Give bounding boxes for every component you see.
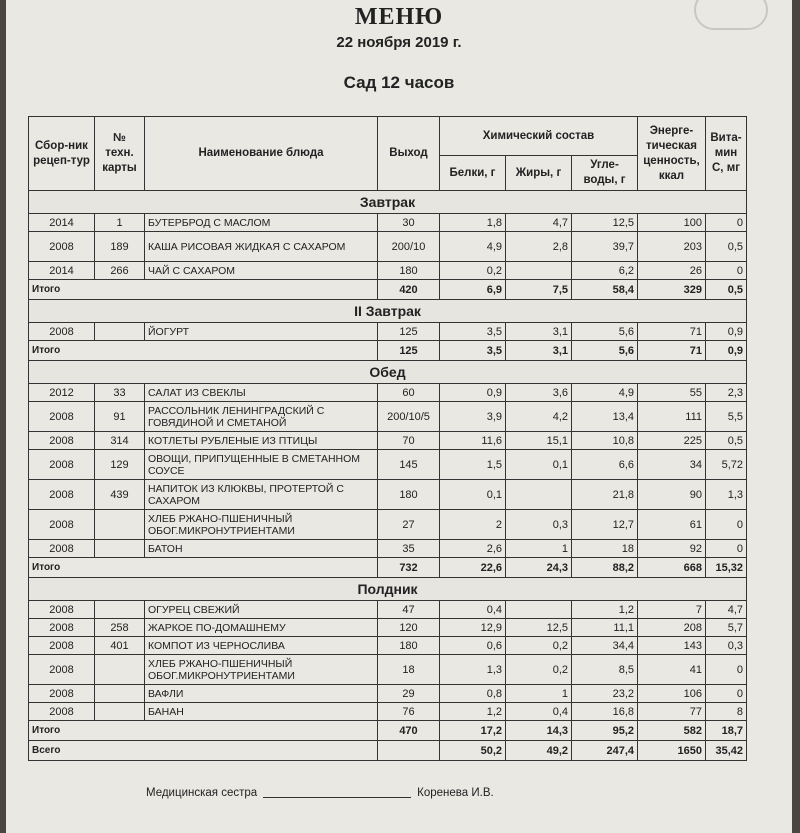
grand-total-vitamin: 35,42 — [706, 741, 747, 761]
cell-name: НАПИТОК ИЗ КЛЮКВЫ, ПРОТЕРТОЙ С САХАРОМ — [145, 480, 378, 510]
cell-yield: 70 — [378, 432, 440, 450]
header-chem: Химический состав — [440, 117, 638, 156]
table-row — [29, 402, 747, 432]
cell-fat: 0,2 — [506, 637, 572, 655]
cell-carbs: 23,2 — [572, 685, 638, 703]
cell-card: 1 — [95, 214, 145, 232]
cell-card — [95, 540, 145, 558]
grand-total-fat: 49,2 — [506, 741, 572, 761]
cell-carbs: 12,7 — [572, 510, 638, 540]
cell-yield: 27 — [378, 510, 440, 540]
cell-energy: 41 — [638, 655, 706, 685]
grand-total-protein: 50,2 — [440, 741, 506, 761]
total-label: Итого — [29, 721, 378, 741]
cell-vitamin: 0 — [706, 540, 747, 558]
cell-fat: 0,3 — [506, 510, 572, 540]
cell-yield: 180 — [378, 480, 440, 510]
cell-carbs: 39,7 — [572, 232, 638, 262]
total-yield: 420 — [378, 280, 440, 300]
cell-collection: 2008 — [29, 637, 95, 655]
cell-energy: 34 — [638, 450, 706, 480]
table-row — [29, 510, 747, 540]
cell-fat: 15,1 — [506, 432, 572, 450]
cell-name: ЙОГУРТ — [145, 323, 378, 341]
total-energy: 71 — [638, 341, 706, 361]
cell-name: КОМПОТ ИЗ ЧЕРНОСЛИВА — [145, 637, 378, 655]
cell-fat — [506, 601, 572, 619]
cell-fat: 0,2 — [506, 655, 572, 685]
table-row — [29, 214, 747, 232]
cell-energy: 143 — [638, 637, 706, 655]
cell-name: ВАФЛИ — [145, 685, 378, 703]
table-row — [29, 262, 747, 280]
total-vitamin: 0,5 — [706, 280, 747, 300]
cell-card: 401 — [95, 637, 145, 655]
cell-card: 189 — [95, 232, 145, 262]
cell-energy: 225 — [638, 432, 706, 450]
cell-carbs: 5,6 — [572, 323, 638, 341]
section-row — [29, 191, 747, 214]
cell-fat: 1 — [506, 685, 572, 703]
cell-energy: 7 — [638, 601, 706, 619]
total-vitamin: 18,7 — [706, 721, 747, 741]
section-row — [29, 300, 747, 323]
cell-collection: 2008 — [29, 540, 95, 558]
header-name: Наименование блюда — [145, 117, 378, 191]
cell-name: ЧАЙ С САХАРОМ — [145, 262, 378, 280]
table-row — [29, 619, 747, 637]
cell-collection: 2008 — [29, 703, 95, 721]
cell-card — [95, 685, 145, 703]
cell-vitamin: 0,5 — [706, 232, 747, 262]
total-vitamin: 0,9 — [706, 341, 747, 361]
total-protein: 22,6 — [440, 558, 506, 578]
cell-yield: 180 — [378, 637, 440, 655]
grand-total-row — [29, 741, 747, 761]
cell-fat: 0,1 — [506, 450, 572, 480]
cell-vitamin: 0 — [706, 262, 747, 280]
table-row — [29, 384, 747, 402]
cell-vitamin: 4,7 — [706, 601, 747, 619]
cell-protein: 11,6 — [440, 432, 506, 450]
cell-energy: 111 — [638, 402, 706, 432]
cell-name: ХЛЕБ РЖАНО-ПШЕНИЧНЫЙ ОБОГ.МИКРОНУТРИЕНТАМИ — [145, 510, 378, 540]
cell-fat: 0,4 — [506, 703, 572, 721]
cell-card: 33 — [95, 384, 145, 402]
cell-energy: 26 — [638, 262, 706, 280]
cell-protein: 1,5 — [440, 450, 506, 480]
cell-energy: 90 — [638, 480, 706, 510]
section-row — [29, 361, 747, 384]
section-title: Обед — [29, 361, 747, 384]
cell-fat: 3,1 — [506, 323, 572, 341]
cell-vitamin: 1,3 — [706, 480, 747, 510]
header-carbs: Угле-воды, г — [572, 156, 638, 191]
header-fat: Жиры, г — [506, 156, 572, 191]
cell-energy: 92 — [638, 540, 706, 558]
table-row — [29, 637, 747, 655]
cell-vitamin: 0,9 — [706, 323, 747, 341]
cell-name: КОТЛЕТЫ РУБЛЕНЫЕ ИЗ ПТИЦЫ — [145, 432, 378, 450]
cell-energy: 100 — [638, 214, 706, 232]
cell-protein: 4,9 — [440, 232, 506, 262]
cell-carbs: 8,5 — [572, 655, 638, 685]
section-title: II Завтрак — [29, 300, 747, 323]
cell-carbs: 16,8 — [572, 703, 638, 721]
cell-carbs: 11,1 — [572, 619, 638, 637]
grand-total-label: Всего — [29, 741, 378, 761]
table-row — [29, 232, 747, 262]
cell-carbs: 12,5 — [572, 214, 638, 232]
cell-vitamin: 2,3 — [706, 384, 747, 402]
total-carbs: 88,2 — [572, 558, 638, 578]
cell-name: ХЛЕБ РЖАНО-ПШЕНИЧНЫЙ ОБОГ.МИКРОНУТРИЕНТАМИ — [145, 655, 378, 685]
cell-carbs: 6,6 — [572, 450, 638, 480]
total-fat: 7,5 — [506, 280, 572, 300]
total-carbs: 95,2 — [572, 721, 638, 741]
cell-carbs: 21,8 — [572, 480, 638, 510]
cell-yield: 76 — [378, 703, 440, 721]
cell-fat: 3,6 — [506, 384, 572, 402]
total-protein: 17,2 — [440, 721, 506, 741]
cell-vitamin: 5,72 — [706, 450, 747, 480]
cell-yield: 35 — [378, 540, 440, 558]
cell-card: 129 — [95, 450, 145, 480]
total-row — [29, 721, 747, 741]
cell-vitamin: 0 — [706, 510, 747, 540]
cell-protein: 0,9 — [440, 384, 506, 402]
cell-name: ЖАРКОЕ ПО-ДОМАШНЕМУ — [145, 619, 378, 637]
cell-yield: 60 — [378, 384, 440, 402]
total-energy: 668 — [638, 558, 706, 578]
cell-protein: 1,8 — [440, 214, 506, 232]
total-row — [29, 280, 747, 300]
cell-vitamin: 5,5 — [706, 402, 747, 432]
cell-protein: 3,5 — [440, 323, 506, 341]
cell-collection: 2008 — [29, 402, 95, 432]
cell-protein: 0,6 — [440, 637, 506, 655]
section-title: Полдник — [29, 578, 747, 601]
cell-name: БАТОН — [145, 540, 378, 558]
cell-yield: 200/10/5 — [378, 402, 440, 432]
cell-energy: 77 — [638, 703, 706, 721]
cell-yield: 200/10 — [378, 232, 440, 262]
cell-fat — [506, 480, 572, 510]
cell-vitamin: 0,3 — [706, 637, 747, 655]
menu-body — [29, 191, 747, 761]
cell-carbs: 1,2 — [572, 601, 638, 619]
grand-total-carbs: 247,4 — [572, 741, 638, 761]
cell-name: ОВОЩИ, ПРИПУЩЕННЫЕ В СМЕТАННОМ СОУСЕ — [145, 450, 378, 480]
cell-yield: 30 — [378, 214, 440, 232]
total-carbs: 58,4 — [572, 280, 638, 300]
total-yield: 470 — [378, 721, 440, 741]
menu-table — [28, 116, 747, 761]
cell-collection: 2008 — [29, 601, 95, 619]
cell-card — [95, 510, 145, 540]
total-row — [29, 341, 747, 361]
cell-card — [95, 703, 145, 721]
section-title: Завтрак — [29, 191, 747, 214]
table-row — [29, 540, 747, 558]
cell-vitamin: 5,7 — [706, 619, 747, 637]
cell-name: РАССОЛЬНИК ЛЕНИНГРАДСКИЙ С ГОВЯДИНОЙ И СМЕТАНОЙ — [145, 402, 378, 432]
cell-carbs: 18 — [572, 540, 638, 558]
total-carbs: 5,6 — [572, 341, 638, 361]
cell-energy: 106 — [638, 685, 706, 703]
table-row — [29, 703, 747, 721]
cell-protein: 1,2 — [440, 703, 506, 721]
total-fat: 24,3 — [506, 558, 572, 578]
cell-yield: 180 — [378, 262, 440, 280]
cell-protein: 2,6 — [440, 540, 506, 558]
group-name: Сад 12 часов — [343, 73, 455, 92]
cell-name: ОГУРЕЦ СВЕЖИЙ — [145, 601, 378, 619]
cell-vitamin: 0 — [706, 214, 747, 232]
cell-collection: 2008 — [29, 323, 95, 341]
header-energy: Энерге-тическая ценность, ккал — [638, 117, 706, 191]
cell-name: БУТЕРБРОД С МАСЛОМ — [145, 214, 378, 232]
cell-protein: 0,1 — [440, 480, 506, 510]
nurse-name: Коренева И.В. — [417, 787, 494, 799]
cell-card: 439 — [95, 480, 145, 510]
total-label: Итого — [29, 280, 378, 300]
cell-collection: 2012 — [29, 384, 95, 402]
cell-carbs: 13,4 — [572, 402, 638, 432]
cell-collection: 2008 — [29, 685, 95, 703]
cell-yield: 18 — [378, 655, 440, 685]
cell-carbs: 34,4 — [572, 637, 638, 655]
cell-energy: 55 — [638, 384, 706, 402]
cell-yield: 145 — [378, 450, 440, 480]
cell-card — [95, 601, 145, 619]
cell-fat — [506, 262, 572, 280]
signature-block — [146, 787, 494, 799]
cell-collection: 2008 — [29, 510, 95, 540]
cell-protein: 0,4 — [440, 601, 506, 619]
cell-yield: 29 — [378, 685, 440, 703]
total-vitamin: 15,32 — [706, 558, 747, 578]
cell-protein: 2 — [440, 510, 506, 540]
cell-collection: 2014 — [29, 214, 95, 232]
table-row — [29, 450, 747, 480]
cell-energy: 71 — [638, 323, 706, 341]
cell-energy: 208 — [638, 619, 706, 637]
cell-name: КАША РИСОВАЯ ЖИДКАЯ С САХАРОМ — [145, 232, 378, 262]
grand-total-yield — [378, 741, 440, 761]
menu-title: МЕНЮ — [354, 4, 444, 30]
cell-collection: 2008 — [29, 432, 95, 450]
cell-collection: 2008 — [29, 619, 95, 637]
cell-name: БАНАН — [145, 703, 378, 721]
total-fat: 14,3 — [506, 721, 572, 741]
cell-name: САЛАТ ИЗ СВЕКЛЫ — [145, 384, 378, 402]
total-row — [29, 558, 747, 578]
header-protein: Белки, г — [440, 156, 506, 191]
total-yield: 125 — [378, 341, 440, 361]
cell-energy: 203 — [638, 232, 706, 262]
header-vitamin: Вита-мин С, мг — [706, 117, 747, 191]
cell-carbs: 4,9 — [572, 384, 638, 402]
table-row — [29, 323, 747, 341]
header-collection: Сбор-ник рецеп-тур — [29, 117, 95, 191]
cell-vitamin: 0 — [706, 655, 747, 685]
total-energy: 329 — [638, 280, 706, 300]
cell-carbs: 6,2 — [572, 262, 638, 280]
cell-fat: 4,7 — [506, 214, 572, 232]
signature-line — [263, 797, 411, 798]
cell-fat: 4,2 — [506, 402, 572, 432]
cell-protein: 12,9 — [440, 619, 506, 637]
cell-yield: 120 — [378, 619, 440, 637]
total-protein: 6,9 — [440, 280, 506, 300]
cell-protein: 3,9 — [440, 402, 506, 432]
table-row — [29, 685, 747, 703]
nurse-role: Медицинская сестра — [146, 787, 258, 799]
cell-card — [95, 655, 145, 685]
cell-energy: 61 — [638, 510, 706, 540]
menu-sheet — [6, 0, 792, 833]
cell-collection: 2008 — [29, 655, 95, 685]
header-card: № техн. карты — [95, 117, 145, 191]
cell-fat: 2,8 — [506, 232, 572, 262]
section-row — [29, 578, 747, 601]
cell-protein: 1,3 — [440, 655, 506, 685]
total-yield: 732 — [378, 558, 440, 578]
cell-card — [95, 323, 145, 341]
header-yield: Выход — [378, 117, 440, 191]
cell-vitamin: 8 — [706, 703, 747, 721]
table-row — [29, 480, 747, 510]
cell-protein: 0,2 — [440, 262, 506, 280]
grand-total-energy: 1650 — [638, 741, 706, 761]
menu-date: 22 ноября 2019 г. — [336, 34, 462, 51]
cell-vitamin: 0,5 — [706, 432, 747, 450]
cell-card: 266 — [95, 262, 145, 280]
cell-vitamin: 0 — [706, 685, 747, 703]
total-protein: 3,5 — [440, 341, 506, 361]
cell-protein: 0,8 — [440, 685, 506, 703]
total-label: Итого — [29, 558, 378, 578]
table-row — [29, 601, 747, 619]
table-row — [29, 432, 747, 450]
cell-card: 258 — [95, 619, 145, 637]
cell-yield: 125 — [378, 323, 440, 341]
cell-collection: 2008 — [29, 450, 95, 480]
cell-carbs: 10,8 — [572, 432, 638, 450]
total-label: Итого — [29, 341, 378, 361]
cell-card: 91 — [95, 402, 145, 432]
total-fat: 3,1 — [506, 341, 572, 361]
cell-collection: 2008 — [29, 232, 95, 262]
cell-collection: 2008 — [29, 480, 95, 510]
cell-fat: 1 — [506, 540, 572, 558]
table-row — [29, 655, 747, 685]
cell-yield: 47 — [378, 601, 440, 619]
cell-card: 314 — [95, 432, 145, 450]
cell-collection: 2014 — [29, 262, 95, 280]
cell-fat: 12,5 — [506, 619, 572, 637]
total-energy: 582 — [638, 721, 706, 741]
